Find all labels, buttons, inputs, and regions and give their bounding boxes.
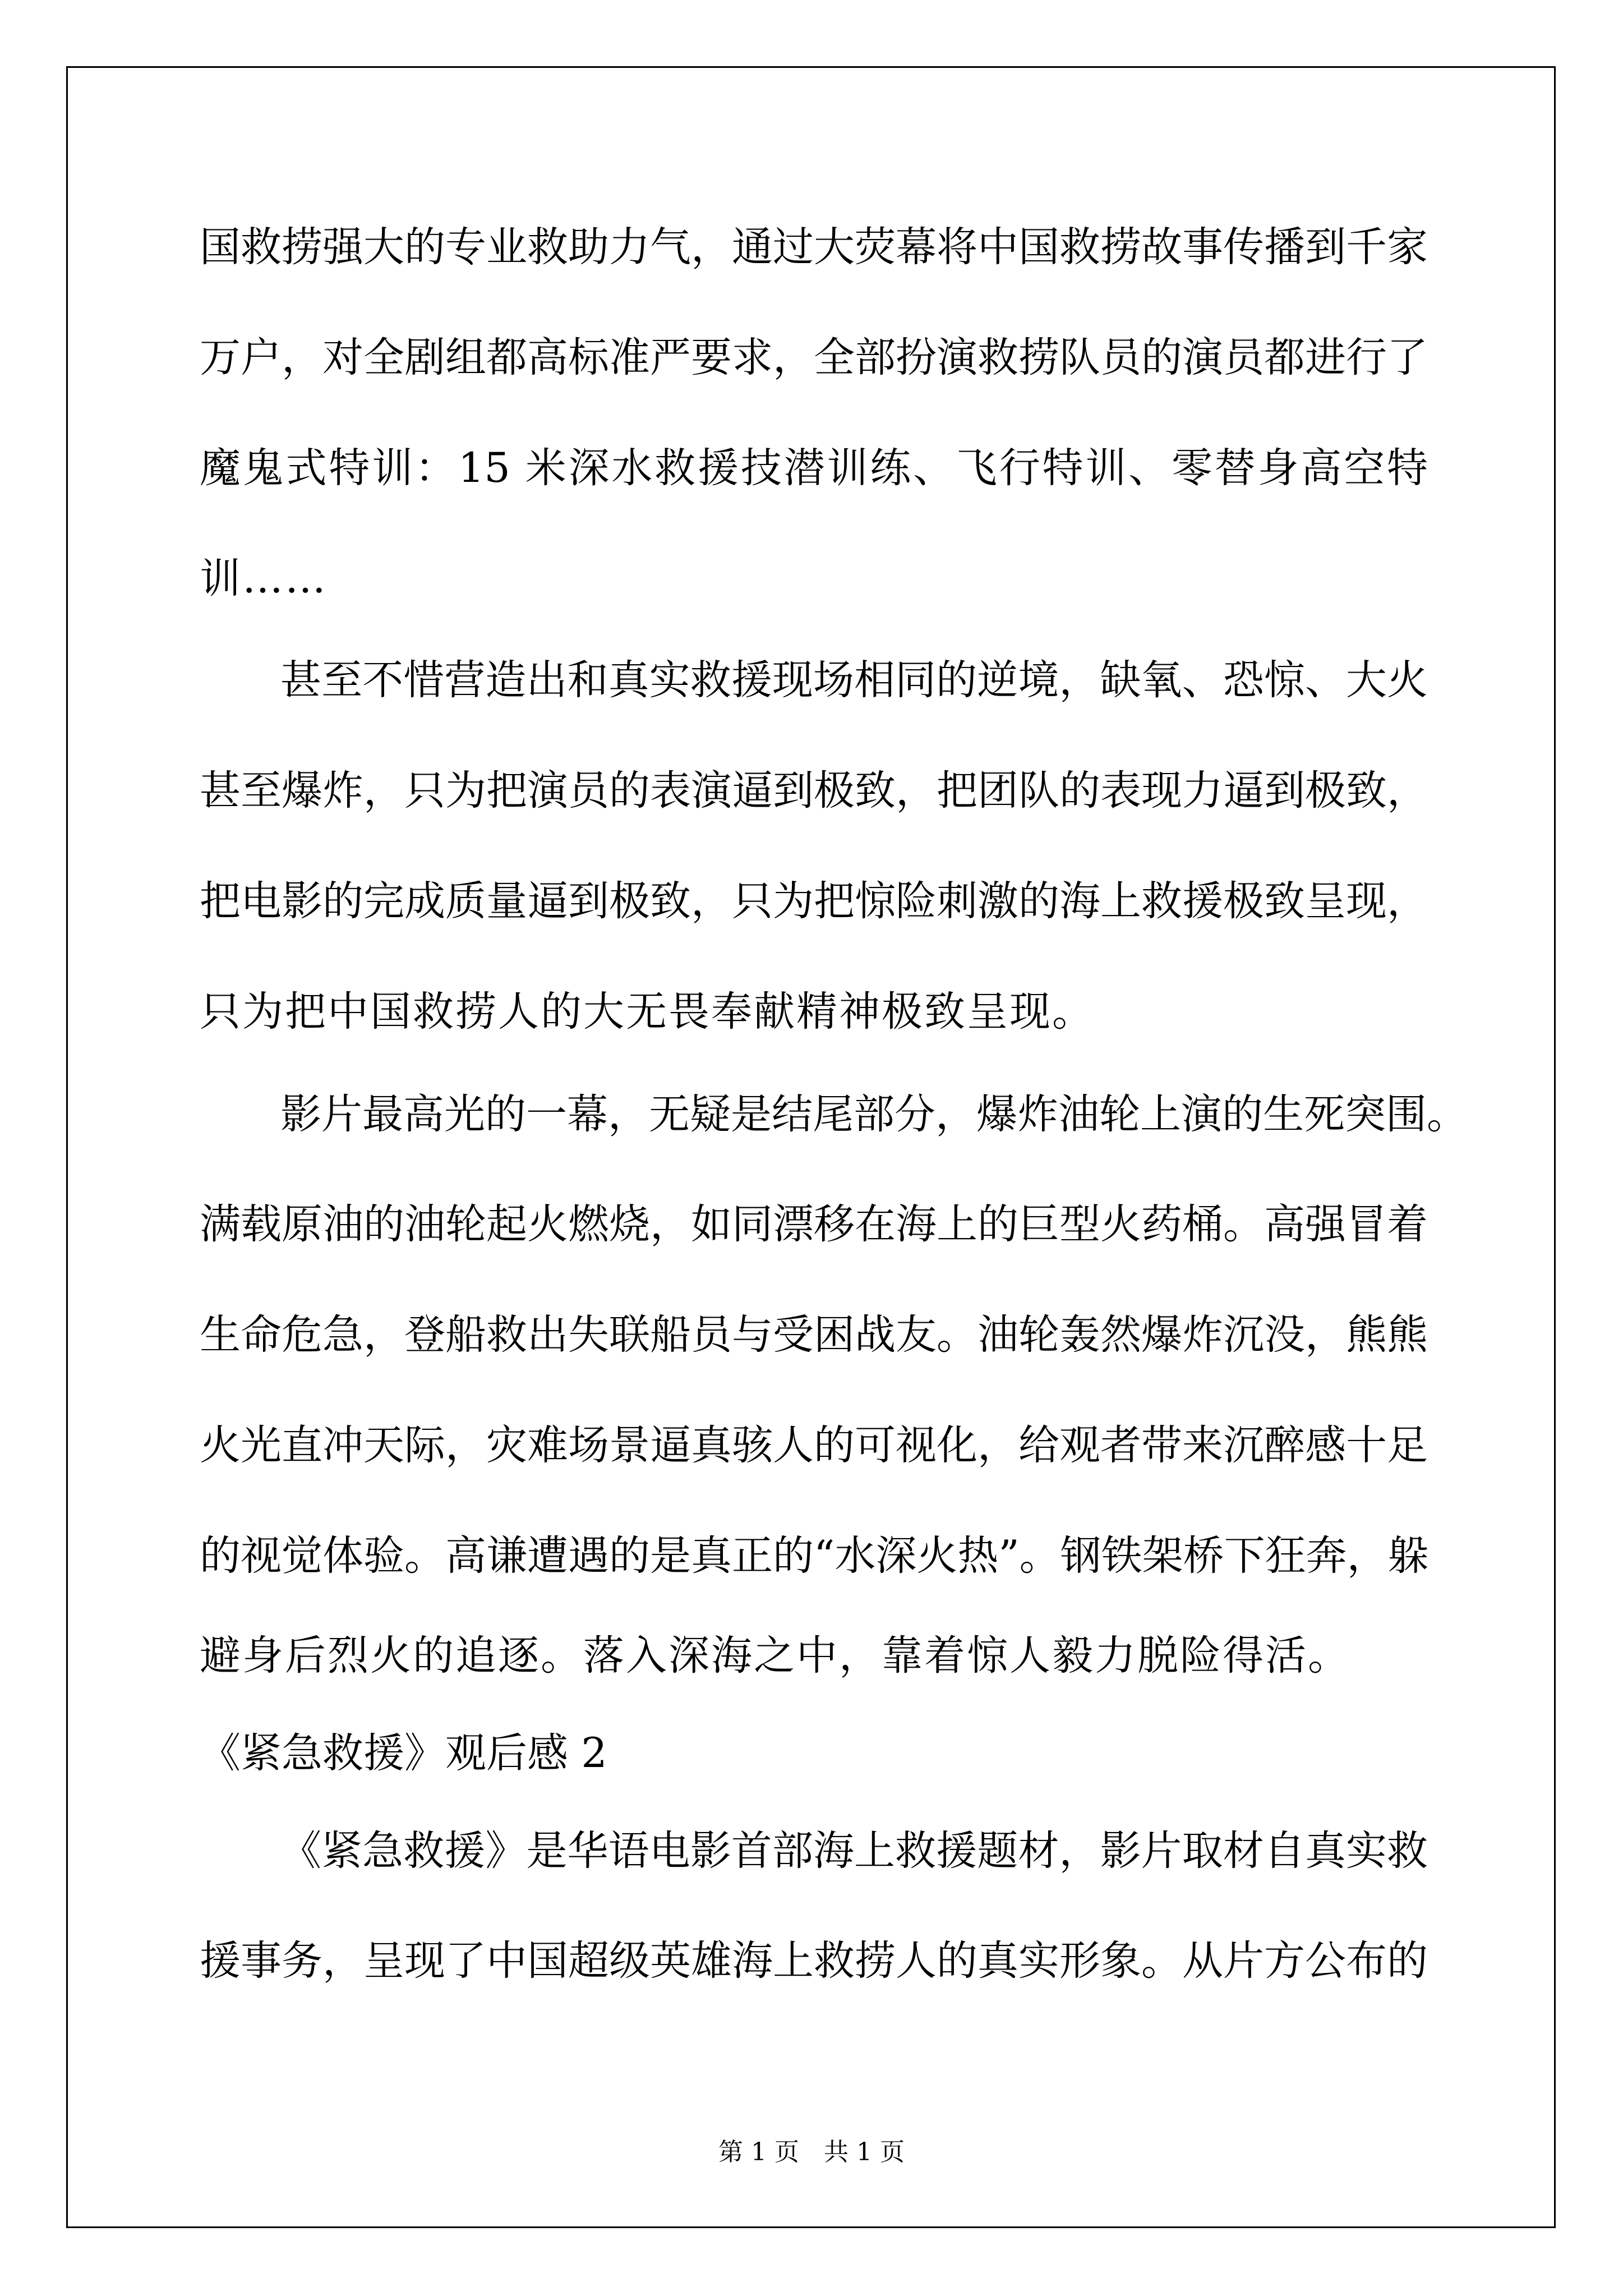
paragraph-3-line-6: 避身后烈火的追逐。落入深海之中，靠着惊人毅力脱险得活。 [200, 1632, 1350, 1680]
paragraph-1-line-3: 魔鬼式特训：15 米深水救援技潜训练、飞行特训、零替身高空特 [200, 444, 1428, 492]
paragraph-1-line-1: 国救捞强大的专业救助力气，通过大荧幕将中国救捞故事传播到千家 [200, 223, 1428, 271]
paragraph-1-line-2: 万户，对全剧组都高标准严要求，全部扮演救捞队员的演员都进行了 [200, 334, 1428, 381]
paragraph-3-line-3: 生命危急，登船救出失联船员与受困战友。油轮轰然爆炸沉没，熊熊 [200, 1311, 1428, 1359]
paragraph-3-line-5: 的视觉体验。高谦遭遇的是真正的“水深火热”。钢铁架桥下狂奔，躲 [200, 1532, 1429, 1580]
page-footer: 第 1 页 共 1 页 [718, 2138, 905, 2166]
paragraph-2-line-2: 甚至爆炸，只为把演员的表演逼到极致，把团队的表现力逼到极致， [200, 767, 1428, 815]
page-border [66, 66, 1556, 2228]
paragraph-1-line-4: 训…… [200, 555, 328, 602]
paragraph-4-line-1: 《紧急救援》是华语电影首部海上救援题材，影片取材自真实救 [280, 1827, 1428, 1875]
paragraph-3-line-2: 满载原油的油轮起火燃烧，如同漂移在海上的巨型火药桶。高强冒着 [200, 1200, 1428, 1248]
paragraph-4-line-2: 援事务，呈现了中国超级英雄海上救捞人的真实形象。从片方公布的 [200, 1937, 1428, 1985]
paragraph-3-line-4: 火光直冲天际，灾难场景逼真骇人的可视化，给观者带来沉醉感十足 [200, 1421, 1428, 1469]
paragraph-2-line-1: 甚至不惜营造出和真实救援现场相同的逆境，缺氧、恐惊、大火 [280, 656, 1428, 704]
paragraph-2-line-3: 把电影的完成质量逼到极致，只为把惊险刺激的海上救援极致呈现， [200, 877, 1428, 925]
paragraph-3-line-1: 影片最高光的一幕，无疑是结尾部分，爆炸油轮上演的生死突围。 [280, 1091, 1468, 1138]
section-heading: 《紧急救援》观后感 2 [200, 1729, 607, 1777]
paragraph-2-line-4: 只为把中国救捞人的大无畏奉献精神极致呈现。 [200, 988, 1095, 1036]
